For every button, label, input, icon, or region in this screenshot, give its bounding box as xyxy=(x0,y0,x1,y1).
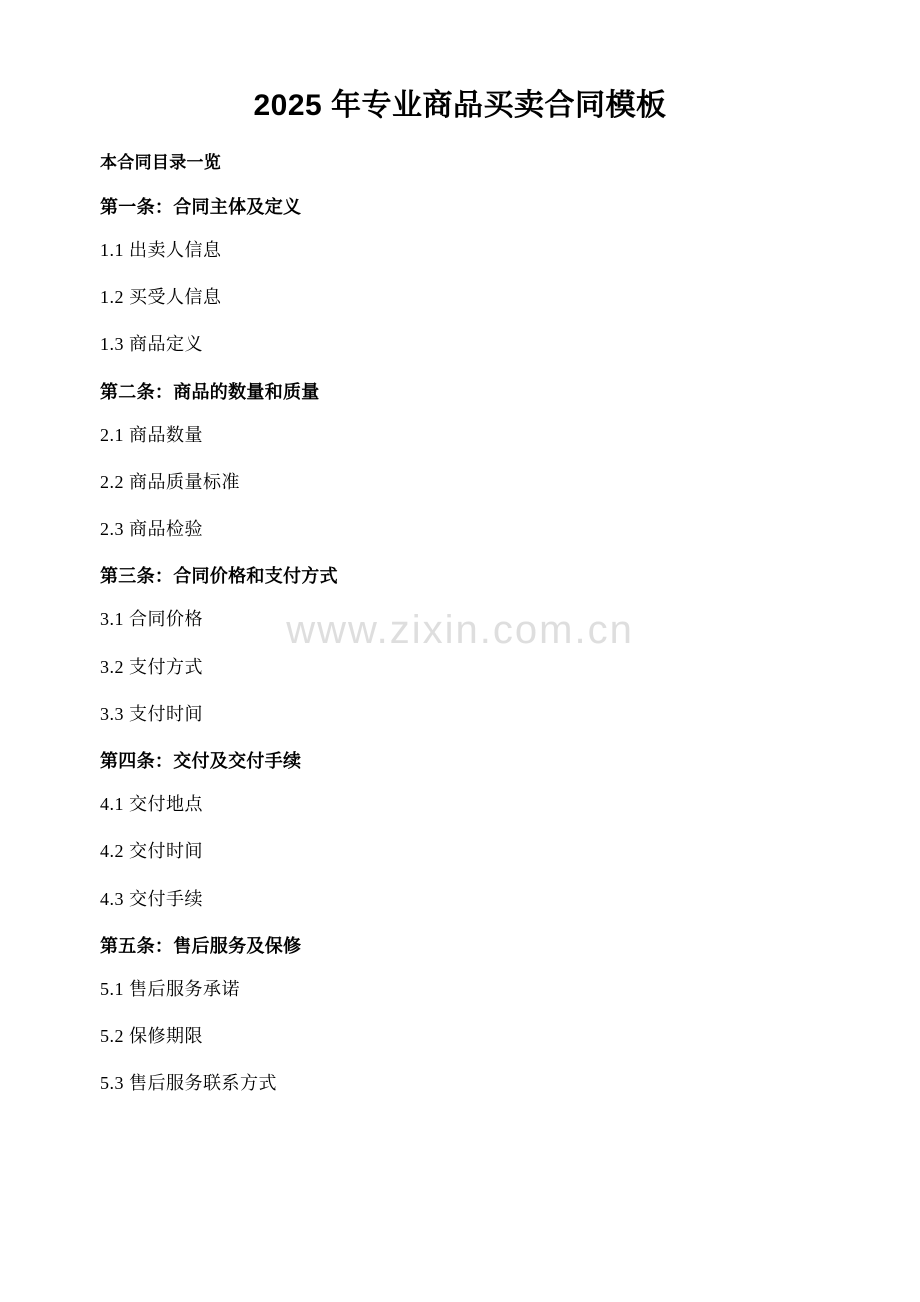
toc-section-4 xyxy=(100,749,820,912)
toc-section-heading: 第四条：交付及交付手续 xyxy=(100,751,302,772)
document-content xyxy=(100,0,820,1097)
toc-entry[interactable]: 5.3 售后服务联系方式 xyxy=(100,1073,277,1094)
toc-section-3 xyxy=(100,564,820,727)
toc-entry[interactable]: 4.1 交付地点 xyxy=(100,794,203,815)
page-title: 2025 年专业商品买卖合同模板 xyxy=(253,89,667,122)
watermark-text: www.zixin.com.cn xyxy=(286,608,634,652)
toc-entry[interactable]: 2.3 商品检验 xyxy=(100,519,203,540)
toc-entry[interactable]: 2.2 商品质量标准 xyxy=(100,471,240,492)
toc-section-heading: 第一条：合同主体及定义 xyxy=(100,196,302,217)
toc-entry[interactable]: 4.3 交付手续 xyxy=(100,888,203,909)
toc-entry[interactable]: 3.1 合同价格 xyxy=(100,609,203,630)
toc-section-1 xyxy=(100,195,820,358)
toc-entry[interactable]: 1.1 出卖人信息 xyxy=(100,239,222,260)
toc-entry[interactable]: 1.2 买受人信息 xyxy=(100,287,222,308)
toc-entry[interactable]: 3.2 支付方式 xyxy=(100,656,203,677)
toc-entry[interactable]: 3.3 支付时间 xyxy=(100,703,203,724)
toc-entry[interactable]: 4.2 交付时间 xyxy=(100,841,203,862)
toc-heading: 本合同目录一览 xyxy=(100,153,222,172)
toc-section-heading: 第二条：商品的数量和质量 xyxy=(100,381,320,402)
toc-entry[interactable]: 1.3 商品定义 xyxy=(100,334,203,355)
toc-entry[interactable]: 2.1 商品数量 xyxy=(100,424,203,445)
toc-section-5 xyxy=(100,934,820,1097)
toc-section-heading: 第三条：合同价格和支付方式 xyxy=(100,566,338,587)
toc-entry[interactable]: 5.1 售后服务承诺 xyxy=(100,978,240,999)
toc-section-2 xyxy=(100,380,820,543)
toc-entry[interactable]: 5.2 保修期限 xyxy=(100,1026,203,1047)
toc-section-heading: 第五条：售后服务及保修 xyxy=(100,935,302,956)
